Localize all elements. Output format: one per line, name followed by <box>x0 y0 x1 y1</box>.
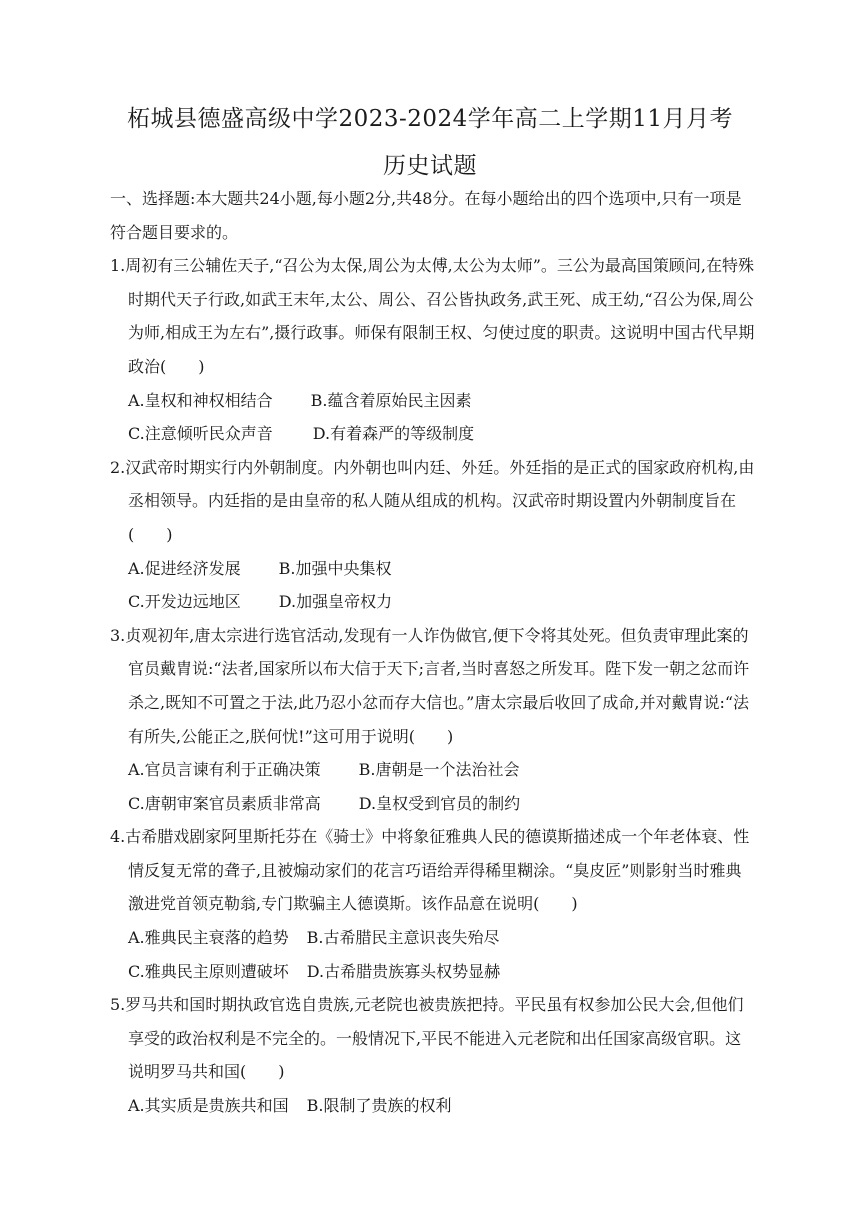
exam-title: 柘城县德盛高级中学2023-2024学年高二上学期11月月考 <box>126 106 734 132</box>
option-b: B.古希腊民主意识丧失殆尽 <box>306 928 500 948</box>
exam-content <box>110 182 755 1123</box>
option-row <box>110 417 755 451</box>
option-row <box>110 753 755 787</box>
option-a: A.皇权和神权相结合 <box>128 390 273 410</box>
question-5 <box>110 988 755 1122</box>
option-c: C.唐朝审案官员素质非常高 <box>128 793 321 813</box>
option-d: D.有着森严的等级制度 <box>312 424 475 444</box>
option-b: B.限制了贵族的权利 <box>306 1096 452 1116</box>
question-stem: 1.周初有三公辅佐天子,“召公为太保,周公为太傅,太公为太师”。三公为最高国策顾问,在特殊时期代天子行政,如武王末年,太公、周公、召公皆执政务,武王死、成王幼,“召公为保,周公为师,相成王为左右”,摄行政事。师保有限制王权、匀使过度的职责。这说明中国古代早期政治( ) <box>110 256 755 376</box>
option-row <box>110 552 755 586</box>
question-stem: 3.贞观初年,唐太宗进行选官活动,发现有一人诈伪做官,便下令将其处死。但负责审理此案的官员戴胄说:“法者,国家所以布大信于天下;言者,当时喜怒之所发耳。陛下发一朝之忿而许杀之,既知不可置之于法,此乃忍小忿而存大信也。”唐太宗最后收回了成命,并对戴胄说:“法有所失,公能正之,朕何忧!”这可用于说明( ) <box>110 625 750 746</box>
question-1 <box>110 249 755 451</box>
question-2 <box>110 451 755 619</box>
option-a: A.促进经济发展 <box>128 558 241 578</box>
option-a: A.官员言谏有利于正确决策 <box>128 760 321 780</box>
option-row <box>110 921 755 955</box>
question-4 <box>110 820 755 988</box>
option-c: C.雅典民主原则遭破坏 <box>128 961 289 981</box>
exam-subject-title: 历史试题 <box>383 153 477 179</box>
option-row <box>110 384 755 418</box>
option-row <box>110 1089 755 1123</box>
option-row <box>110 585 755 619</box>
option-c: C.注意倾听民众声音 <box>128 424 273 444</box>
option-d: D.皇权受到官员的制约 <box>358 793 521 813</box>
question-stem: 4.古希腊戏剧家阿里斯托芬在《骑士》中将象征雅典人民的德谟斯描述成一个年老体衰、性情反复无常的聋子,且被煽动家们的花言巧语给弄得稀里糊涂。“臭皮匠”则影射当时雅典激进党首领克勒翁,专门欺骗主人德谟斯。该作品意在说明( ) <box>110 827 750 914</box>
option-c: C.开发边远地区 <box>128 592 241 612</box>
question-stem: 2.汉武帝时期实行内外朝制度。内外朝也叫内廷、外廷。外廷指的是正式的国家政府机构,由丞相领导。内廷指的是由皇帝的私人随从组成的机构。汉武帝时期设置内外朝制度旨在( ) <box>110 457 755 544</box>
section-heading: 一、选择题:本大题共24小题,每小题2分,共48分。在每小题给出的四个选项中,只有一项是符合题目要求的。 <box>110 189 742 242</box>
question-3 <box>110 619 755 821</box>
option-b: B.蕴含着原始民主因素 <box>310 390 472 410</box>
option-row <box>110 787 755 821</box>
option-d: D.加强皇帝权力 <box>278 592 393 612</box>
question-stem: 5.罗马共和国时期执政官选自贵族,元老院也被贵族把持。平民虽有权参加公民大会,但他们享受的政治权利是不完全的。一般情况下,平民不能进入元老院和出任国家高级官职。这说明罗马共和国( ) <box>110 995 744 1082</box>
option-d: D.古希腊贵族寡头权势显赫 <box>306 961 501 981</box>
option-b: B.加强中央集权 <box>278 558 392 578</box>
option-row <box>110 955 755 989</box>
option-a: A.雅典民主衰落的趋势 <box>128 928 289 948</box>
option-a: A.其实质是贵族共和国 <box>128 1096 289 1116</box>
option-b: B.唐朝是一个法治社会 <box>358 760 520 780</box>
